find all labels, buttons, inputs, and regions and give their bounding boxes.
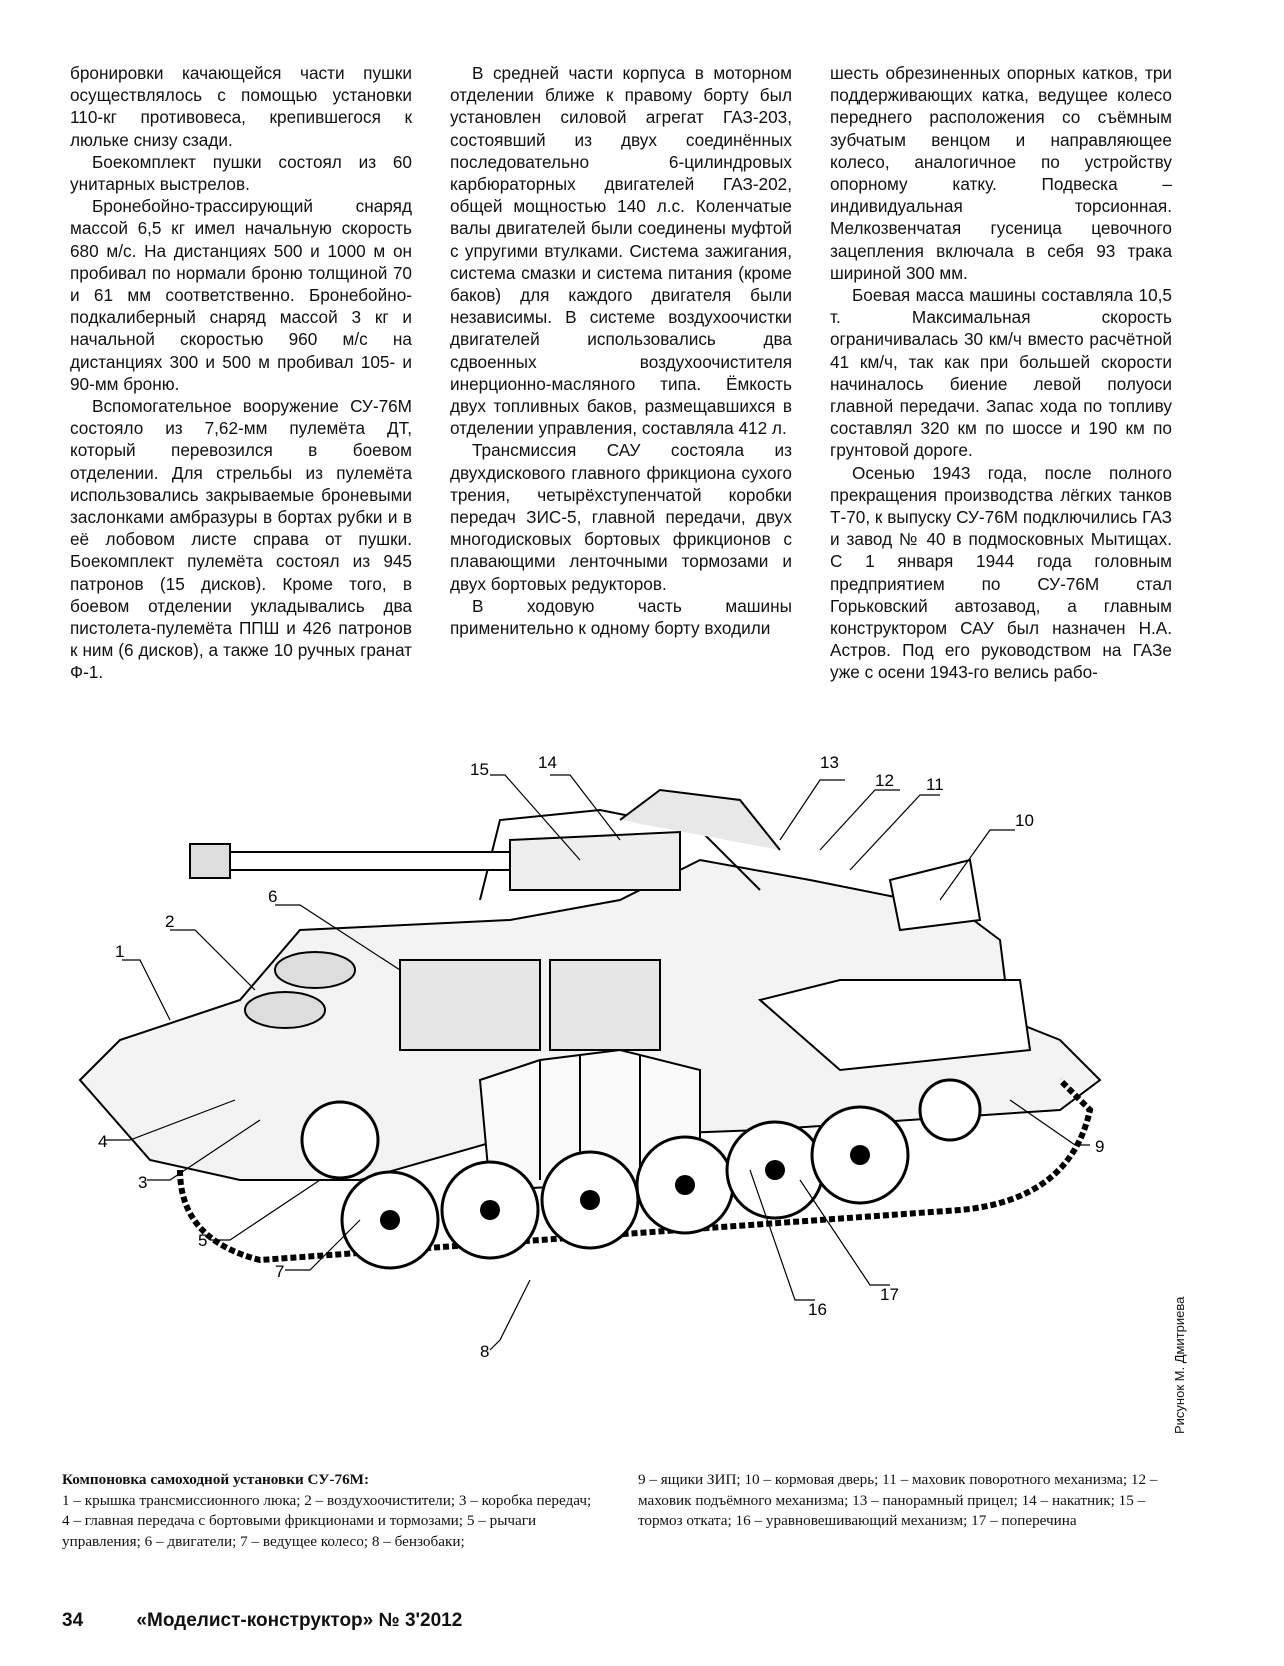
figure-credit: Рисунок М. Дмитриева — [1172, 1296, 1187, 1434]
figure-label-2: 2 — [165, 912, 175, 931]
figure-label-9: 9 — [1095, 1137, 1105, 1156]
paragraph: бронировки качающейся части пушки осуществлялось с помощью установки 110-кг противовеса, крепившегося к люльке снизу сзади. — [70, 63, 412, 150]
page-number: 34 — [62, 1610, 84, 1631]
paragraph: Трансмиссия САУ состояла из двухдискового главного фрикциона сухого трения, четырёхступенчатой коробки передач ЗИС-5, главной передачи, двух многодисковых бортовых фрикционов с плавающими ленточными тормозами и двух бортовых редукторов. — [450, 440, 792, 594]
figure-label-1: 1 — [115, 942, 125, 961]
paragraph: В средней части корпуса в моторном отделении ближе к правому борту был установлен силовой агрегат ГАЗ-203, состоявший из двух соединённых последовательно 6-цилиндровых карбюраторных двигателей ГАЗ-202, общей мощностью 140 л.с. Коленчатые валы двигателей были соединены муфтой с упругими втулками. Система зажигания, система смазки и система питания (кроме баков) для каждого двигателя были независимы. В системе воздухоочистки двигателей использовались два сдвоенных воздухоочистителя инерционно-масляного типа. Ёмкость двух топливных баков, размещавшихся в отделении управления, составляла 412 л. — [450, 63, 792, 439]
journal-title: «Моделист-конструктор» № 3'2012 — [136, 1610, 463, 1631]
figure-caption-right — [638, 1470, 1168, 1532]
paragraph: Осенью 1943 года, после полного прекращения производства лёгких танков Т-70, к выпуску СУ-76М подключились ГАЗ и завод № 40 в подмосковных Мытищах. С 1 января 1944 года головным предприятием по СУ-76М стал Горьковский автозавод, а главным конструктором САУ был назначен Н.А. Астров. Под его руководством на ГАЗе уже с осени 1943-го велись рабо- — [830, 462, 1172, 683]
page-footer — [62, 1610, 462, 1632]
figure-label-12: 12 — [875, 771, 894, 790]
paragraph: шесть обрезиненных опорных катков, три поддерживающих катка, ведущее колесо переднего расположения со съёмным зубчатым венцом и направляющее колесо, аналогичное по устройству опорному катку. Подвеска – индивидуальная торсионная. Мелкозвенчатая гусеница цевочного зацепления включала в себя 93 трака шириной 300 мм. — [830, 63, 1172, 283]
figure-label-8: 8 — [480, 1342, 490, 1361]
figure-label-5: 5 — [198, 1231, 208, 1250]
paragraph: Бронебойно-трассирующий снаряд массой 6,5 кг имел начальную скорость 680 м/с. На дистанциях 500 и 1000 м он пробивал по нормали броню толщиной 70 и 61 мм соответственно. Бронебойно-подкалиберный снаряд массой 3 кг и начальной скоростью 960 м/с на дистанциях 300 и 500 м пробивал 105- и 90-мм броню. — [70, 196, 412, 394]
paragraph: В ходовую часть машины применительно к одному борту входили — [450, 595, 792, 639]
figure-label-16: 16 — [808, 1300, 827, 1319]
figure-label-4: 4 — [98, 1132, 108, 1151]
text-column-3 — [830, 62, 1172, 684]
figure-label-17: 17 — [880, 1285, 899, 1304]
figure-label-11: 11 — [926, 775, 944, 794]
figure-caption-title: Компоновка самоходной установки СУ-76М: — [62, 1471, 370, 1488]
figure-label-15: 15 — [470, 760, 489, 779]
figure-label-10: 10 — [1015, 811, 1034, 830]
su76m-cutaway-drawing — [60, 753, 1190, 1420]
figure-caption-left — [62, 1470, 592, 1552]
figure-label-13: 13 — [820, 753, 839, 772]
figure-caption-right-text: 9 – ящики ЗИП; 10 – кормовая дверь; 11 – маховик поворотного механизма; 12 – маховик подъёмного механизма; 13 – панорамный прицел; 14 – накатник; 15 – тормоз отката; 16 – уравновешивающий механизм; 17 – поперечина — [638, 1471, 1158, 1529]
figure-label-7: 7 — [275, 1262, 285, 1281]
paragraph: Вспомогательное вооружение СУ-76М состояло из 7,62-мм пулемёта ДТ, который перевозился в боевом отделении. Для стрельбы из пулемёта использовались закрываемые броневыми заслонками амбразуры в бортах рубки и в её лобовом листе справа от пушки. Боекомплект пулемёта состоял из 945 патронов (15 дисков). Кроме того, в боевом отделении укладывались два пистолета-пулемёта ППШ и 426 патронов к ним (6 дисков), а также 10 ручных гранат Ф-1. — [70, 396, 412, 683]
figure-label-3: 3 — [138, 1173, 148, 1192]
text-column-1 — [70, 62, 412, 684]
paragraph: Боекомплект пушки состоял из 60 унитарных выстрелов. — [70, 151, 412, 195]
paragraph: Боевая масса машины составляла 10,5 т. Максимальная скорость ограничивалась 30 км/ч вместо расчётной 41 км/ч, так как при большей скорости начиналось биение левой полуоси главной передачи. Запас хода по топливу составлял 320 км по шоссе и 190 км по грунтовой дороге. — [830, 285, 1172, 461]
figure-label-6: 6 — [268, 887, 278, 906]
figure-label-14: 14 — [538, 753, 557, 772]
figure-caption-left-text: 1 – крышка трансмиссионного люка; 2 – воздухоочистители; 3 – коробка передач; 4 – главная передача с бортовыми фрикционами и тормозами; 5 – рычаги управления; 6 – двигатели; 7 – ведущее колесо; 8 – бензобаки; — [62, 1491, 592, 1550]
text-column-2 — [450, 62, 792, 639]
